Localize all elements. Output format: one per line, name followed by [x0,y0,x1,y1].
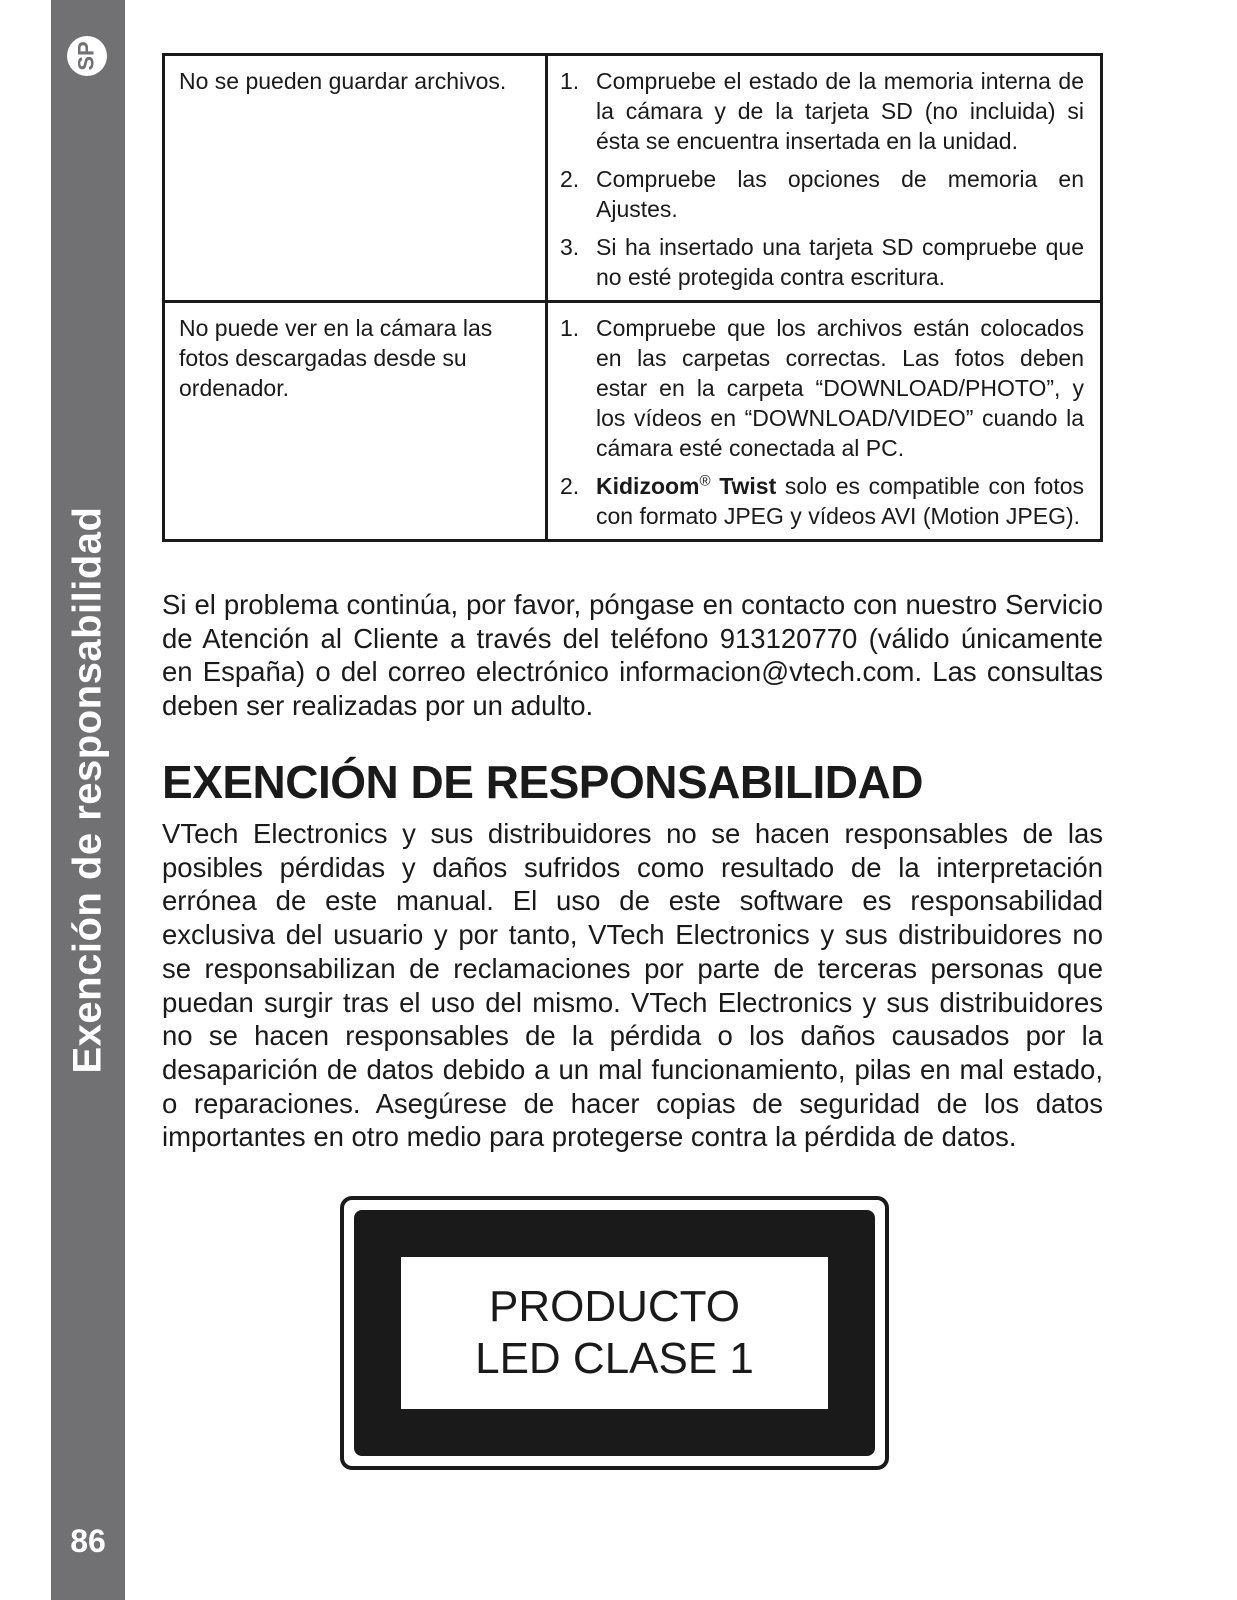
contact-paragraph: Si el problema continúa, por favor, póngase en contacto con nuestro Servicio de Atención al Cliente a través del teléfono 913120770 (válido únicamente en España) o del correo electrónico informacion@vtech.com. Las consultas deben ser realizadas por un adulto. [162,589,1103,722]
led-class-label [340,1196,889,1470]
disclaimer-heading: EXENCIÓN DE RESPONSABILIDAD [162,756,923,808]
step-number: 1. [560,315,580,341]
solution-steps [560,313,1084,531]
step-text: Compruebe que los archivos están colocados en las carpetas correctas. Las fotos deben estar en la carpeta “DOWNLOAD/PHOTO”, y los vídeos en “DOWNLOAD/VIDEO” cuando la cámara esté conectada al PC. [596,315,1084,461]
disclaimer-paragraph: VTech Electronics y sus distribuidores no se hacen responsables de las posibles pérdidas y daños sufridos como resultado de la interpretación errónea de este manual. El uso de este software es responsabilidad exclusiva del usuario y por tanto, VTech Electronics y sus distribuidores no se responsabilizan de reclamaciones por parte de terceras personas que puedan surgir tras el uso del mismo. VTech Electronics y sus distribuidores no se hacen responsables de la pérdida o los daños causados por la desaparición de datos debido a un mal funcionamiento, pilas en mal estado, o reparaciones. Asegúrese de hacer copias de seguridad de los datos importantes en otro medio para protegerse contra la pérdida de datos. [162,818,1103,1153]
led-label-line: LED CLASE 1 [475,1334,754,1383]
language-code: SP [73,41,99,71]
language-badge [67,36,107,76]
step-text: Compruebe las opciones de memoria en Ajustes. [596,166,1084,222]
step-number: 3. [560,234,580,260]
page-number: 86 [70,1523,106,1559]
step-text: Si ha insertado una tarjeta SD compruebe que no esté protegida contra escritura. [596,234,1084,290]
step-text: solo es compatible con fotos con formato JPEG y vídeos AVI (Motion JPEG). [596,473,1085,529]
solution-cell [547,302,1102,541]
registered-mark: ® [699,472,711,490]
step-number: 2. [560,473,580,499]
table-row [164,302,1102,541]
step-number: 2. [560,166,580,192]
solution-step [560,471,1084,531]
led-label-line: PRODUCTO [489,1282,740,1331]
led-label-border [354,1210,875,1456]
problem-cell: No puede ver en la cámara las fotos descargadas desde su ordenador. [164,302,547,541]
product-model: Twist [719,473,777,499]
solution-cell [547,55,1102,302]
solution-step [560,313,1084,463]
step-text: Compruebe el estado de la memoria interna de la cámara y de la tarjeta SD (no incluida) si ésta se encuentra insertada en la unidad. [596,68,1084,154]
solution-step [560,66,1084,156]
table-row [164,55,1102,302]
solution-steps [560,66,1084,292]
problem-cell: No se pueden guardar archivos. [164,55,547,302]
product-name: Kidizoom [596,473,700,499]
step-number: 1. [560,68,580,94]
sidebar-section-title: Exención de responsabilidad [65,506,110,1074]
led-label-box [401,1257,828,1409]
troubleshooting-table [162,53,1103,542]
solution-step [560,232,1084,292]
solution-step [560,164,1084,224]
